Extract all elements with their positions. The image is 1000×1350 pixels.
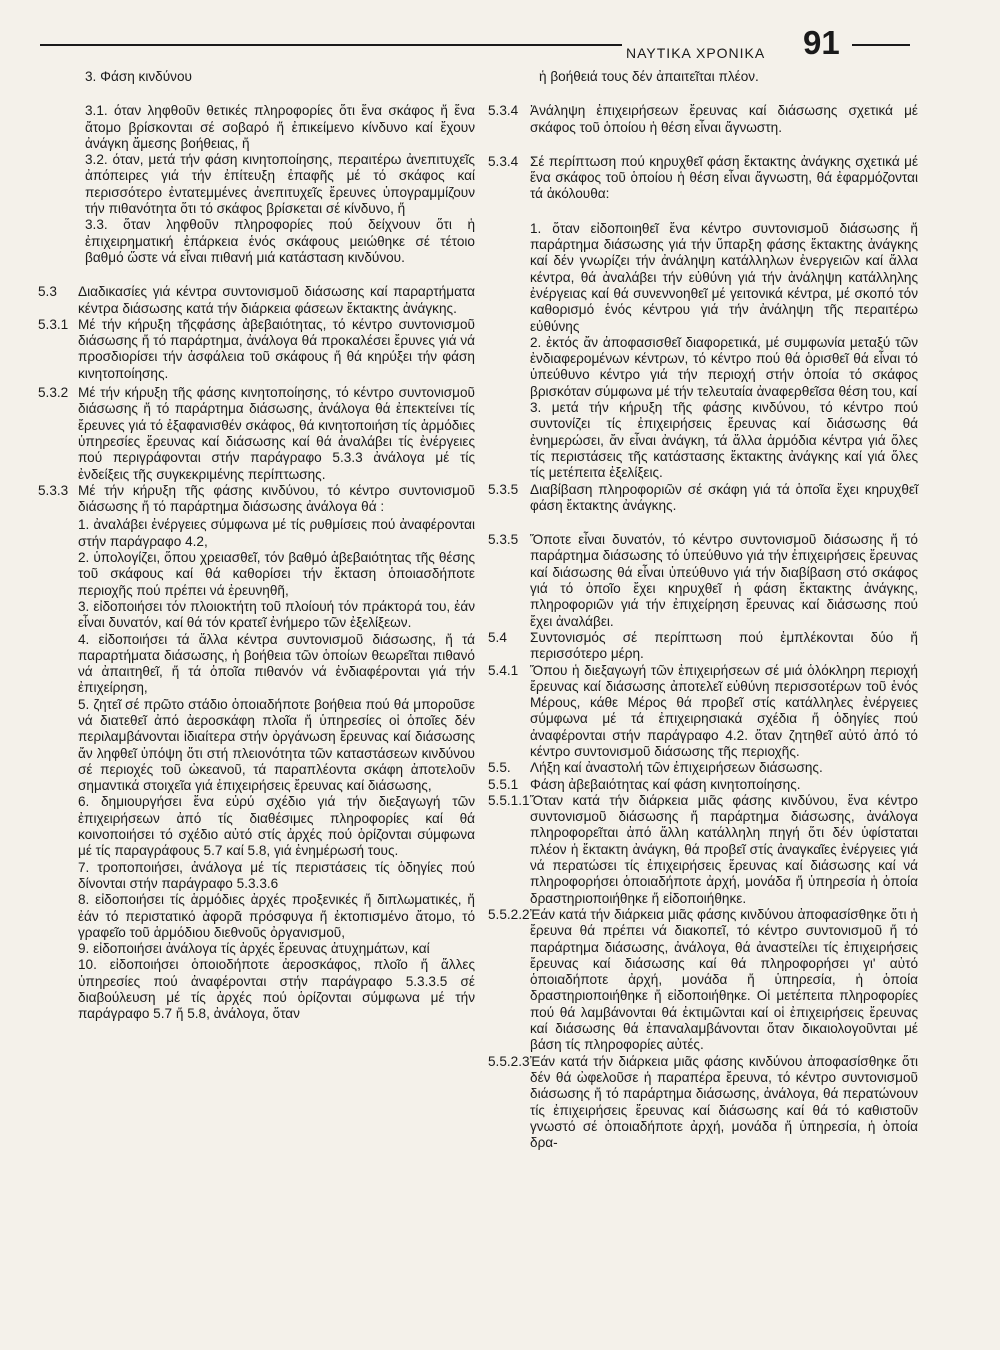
section-paragraph — [38, 385, 475, 483]
section-paragraph — [488, 630, 918, 663]
section-text: Σέ περίπτωση πού κηρυχθεῖ φάση ἔκτακτης ἀνάγκης σχετικά μέ ἕνα σκάφος τοῦ ὁποίου ἡ θέση εἶναι ἄγνωστη, θά ἐφαρμόζονται τά ἀκόλουθα: — [530, 153, 918, 202]
section-paragraph — [488, 760, 918, 776]
paragraph: 3.3. ὅταν ληφθοῦν πληροφορίες πού δείχνουν ὅτι ἡ ἐπιχειρηματική ἐπάρκεια ἑνός σκάφους μειώθηκε σέ τέτοιο βαθμό ὥστε νά εἶναι πιθανή μιά κατάσταση κινδύνου. — [85, 217, 475, 265]
section-number: 5.4.1 — [488, 662, 519, 678]
section-number: 5.3.4 — [488, 153, 519, 169]
section-number: 5.3.1 — [38, 316, 69, 332]
list-item: 4. εἰδοποιήσει τά ἄλλα κέντρα συντονισμοῦ διάσωσης, ἤ τά παραρτήματα διάσωσης, ἡ βοήθεια τῶν ὁποίων θεωρεῖται πιθανό νά ἀπαιτηθεῖ, ἤ τά ὁποῖα πιθανόν νά ἐνδιαφέρονται γιά τήν ἐπιχείρηση, — [78, 631, 475, 696]
section-text: Ὅπου ἡ διεξαγωγή τῶν ἐπιχειρήσεων σέ μιά ὁλόκληρη περιοχή ἔρευνας καί διάσωσης ἀποτελεῖ εὐθύνη περισσοτέρων τοῦ ἑνός Μέρους, κάθε Μέρος θά προβεῖ στίς κατάλληλες ἐνέργειες σύμφωνα μέ τά ἐπιχειρησιακά σχέδια ἤ ὁδηγίες πού ἀναφέρονται στήν παράγραφο 4.2. ὅταν ζητηθεῖ αὐτό ἀπό τό κέντρο συντονισμοῦ διάσωσης τῆς περιοχῆς. — [530, 662, 918, 759]
paragraph: ἡ βοήθειά τους δέν ἀπαιτεῖται πλέον. — [539, 69, 759, 84]
list-item: 10. εἰδοποιήσει ὁποιοδήποτε ἀεροσκάφος, πλοῖο ἤ ἄλλες ὑπηρεσίες πού ἀναφέρονται στήν παράγραφο 5.3.3.5 σέ διαβούλευση μέ τίς ἀρχές πού ὁρίζονται σύμφωνα μέ τήν παράγραφο 5.7 ἤ 5.8, ἀνάλογα, ὅταν — [78, 957, 475, 1022]
list-item: 3. εἰδοποιήσει τόν πλοιοκτήτη τοῦ πλοίουή τόν πράκτορά του, ἐάν εἶναι δυνατόν, καί θά τόν κρατεῖ ἐνήμερο τῶν ἐξελίξεων. — [78, 598, 475, 631]
section-number: 5.5.2.3 — [488, 1053, 530, 1069]
section-text: Ἐάν κατά τήν διάρκεια μιᾶς φάσης κινδύνου ἀποφασίσθηκε ὅτι ἡ ἔρευνα θά πρέπει νά διακοπεῖ, τό κέντρο συντονισμοῦ ἤ τό παράρτημα διάσωσης, ἀνάλογα, θά ἀναστείλει τίς ἐπιχειρήσεις ἔρευνας καί διάσωσης καί θά πληροφορήσει γι' αὐτό ὁποιαδήποτε ἀρχή, μονάδα ἤ ὑπηρεσία, ἡ ὁποία δραστηριοποιήθηκε ἤ εἰδοποιήθηκε. Οἱ μετέπειτα πληροφορίες πού θά λαμβάνονται θά ἐκτιμῶνται καί οἱ ἐπιχειρήσεις ἔρευνας καί διάσωσης θά ἐπαναλαμβάνονται ὅταν δικαιολογοῦνται μέ βάση τίς πληροφορίες αὐτές. — [530, 906, 918, 1053]
section-text: Λήξη καί ἀναστολή τῶν ἐπιχειρήσεων διάσωσης. — [530, 760, 823, 776]
header-rule-left — [40, 44, 622, 46]
section-paragraph — [488, 907, 918, 1054]
section-paragraph — [38, 317, 475, 382]
section-number: 5.3.5 — [488, 481, 519, 497]
section-paragraph — [488, 663, 918, 761]
section-number: 5.5.1 — [488, 776, 519, 792]
section-text: Ὅποτε εἶναι δυνατόν, τό κέντρο συντονισμοῦ διάσωσης ἤ τό παράρτημα διάσωσης τό ὑπεύθυνο γιά τήν ἐπιχειρήσεις ἔρευνας καί διάσωσης θά εἶναι ὑπεύθυνο γιά τήν διαβίβαση στό σκάφος γιά τό ὁποῖο ἔχει κηρυχθεῖ ἡ φάση ἔκτακτης ἀνάγκης, πληροφοριῶν γιά τήν ἐπιχείρηση ἔρευνας καί διάσωσης πού ἔχει ἀναλάβει. — [530, 532, 918, 629]
page-number: 91 — [803, 24, 840, 61]
section-number: 5.4 — [488, 629, 507, 645]
paragraph: 3.2. όταν, μετά τήν φάση κινητοποίησης, περαιτέρω ἀνεπιτυχεῖς ἀπόπειρες γιά τήν ἐπίτευξη ἐπαφῆς μέ τό σκάφος καί περισσότερο ἐντατεμμένες ἀνεπιτυχεῖς ἔρευνες ὑπογραμμίζουν τήν πιθανότητα ὅτι τό σκάφος βρίσκεται σέ κίνδυνο, ἤ — [85, 152, 475, 217]
list-item: 2. ὑπολογίζει, ὅπου χρειασθεῖ, τόν βαθμό ἀβεβαιότητας τῆς θέσης τοῦ σκάφους καί θά καθορίσει τήν ἔκταση ὁποιασδήποτε περιοχῆς πού πρέπει νά ἐρευνηθῆ, — [78, 550, 475, 598]
left-column — [38, 69, 475, 1023]
section-paragraph — [38, 483, 475, 516]
list-item: 9. εἰδοποιήσει ἀνάλογα τίς ἀρχές ἔρευνας ἀτυχημάτων, καί — [78, 941, 430, 957]
section-number: 5.5.2.2 — [488, 906, 530, 922]
list-item: 1. ἀναλάβει ἐνέργειες σύμφωνα μέ τίς ρυθμίσεις πού ἀναφέρονται στήν παράγραφο 4.2, — [78, 517, 475, 549]
section-text: Μέ τήν κήρυξη τῆς φάσης κινητοποίησης, τό κέντρο συντονισμοῦ διάσωσης ἤ τό παράρτημα διάσωσης, ἀνάλογα θά ἐπεκτείνει τίς ἔρευνες γιά τό ἐξαφανισθέν σκάφος, θά κινητοποιήση τίς ἁρμόδιες ὑπηρεσίες ἔρευνας καί διάσωσης καί θά ἀναλάβει τίς ἐνέργειες πού περιγράφονται στήν παράγραφο 5.3.3 ἀνάλογα μέ τίς ἐνδείξεις τῆς συγκεκριμένης περίπτωσης. — [78, 385, 475, 482]
list-item: 6. δημιουργήσει ἕνα εὐρύ σχέδιο γιά τήν διεξαγωγή τῶν ἐπιχειρήσεων ἀπό τίς διαθέσιμες πληροφορίες καί θά κοινοποιήσει τό σχέδιο αὐτό στίς ἀρχές πού ὁρίζονται σύμφωνα μέ τίς παραγράφους 5.7 καί 5.8, γιά ἐνημέρωσή τους. — [78, 794, 475, 859]
section-text: Διαβίβαση πληροφοριῶν σέ σκάφη γιά τά ὁποῖα ἔχει κηρυχθεῖ φάση ἔκτακτης ἀνάγκης. — [530, 481, 918, 513]
right-column — [488, 69, 918, 1151]
header-rule-right — [852, 44, 910, 46]
section-text: Συντονισμός σέ περίπτωση πού ἐμπλέκονται δύο ἤ περισσότερο μέρη. — [530, 629, 918, 662]
list-item: 3. μετά τήν κήρυξη τῆς φάσης κινδύνου, τό κέντρο πού συντονίζει τίς ἐπιχειρήσεις ἔρευνας καί διάσωσης θά ἐνημερώσει, ἄν εἶναι ἀνάγκη, τά ἄλλα ἁρμόδια κέντρα γιά ὅλες τίς περιστάσεις τῆς κατάστασης ἔκτακτης ἀνάγκης καί γιά ὅλες τίς μετέπειτα ἐξελίξεις. — [530, 400, 918, 481]
list-item: 5. ζητεῖ σέ πρῶτο στάδιο ὁποιαδήποτε βοήθεια πού θά μποροῦσε νά διατεθεῖ ἀπό ἀεροσκάφη πλοῖα ἤ ὑπηρεσίες οἱ ὁποῖες δέν περιλαμβάνονται ἰδιαίτερα στήν ὀργάνωση ἔρευνας καί διάσωσης ἄν ληφθεῖ ὑπόψη ὅτι στή πλειονότητα τῶν καταστάσεων κινδύνου σέ περιοχές τοῦ ὠκεανοῦ, τά παραπλέοντα σκάφη ἀποτελοῦν σημαντικά στοιχεῖα γιά ἐπιχειρήσεις ἔρευνας καί διάσωσης, — [78, 696, 475, 794]
section-number: 5.3 — [38, 284, 57, 300]
section-paragraph — [488, 154, 918, 203]
section-text: Διαδικασίες γιά κέντρα συντονισμοῦ διάσωσης καί παραρτήματα κέντρα διάσωσης κατά τήν διάρκεια φάσεων ἔκτακτης ἀνάγκης. — [78, 284, 475, 316]
section-text: Ἀνάληψη ἐπιχειρήσεων ἔρευνας καί διάσωσης σχετικά μέ σκάφος τοῦ ὁποίου ἡ θέση εἶναι ἄγνωστη. — [530, 103, 918, 135]
running-header-title: ΝΑΥΤΙΚΑ ΧΡΟΝΙΚΑ — [626, 45, 766, 61]
paragraph: 3. Φάση κινδύνου — [85, 69, 192, 84]
section-number: 5.5. — [488, 760, 511, 776]
section-paragraph — [488, 532, 918, 630]
list-item: 1. ὅταν εἰδοποιηθεῖ ἕνα κέντρο συντονισμοῦ διάσωσης ἤ παράρτημα διάσωσης γιά τήν ὕπαρξη φάσης ἔκτακτης ἀνάγκης καί δέν γνωρίζει τήν ἀνάληψη κατάλληλων ἐνεργειῶν καί ἄλλα κέντρα, θά ἀναλάβει τήν εὐθύνη γιά τήν ἀνάληψη κατάλληλης ἐνέργειας καί θά συνεννοηθεῖ μέ γειτονικά κέντρα, μέ σκοπό τόν καθορισμό ἑνός κέντρου γιά τήν ἀνάληψη τῆς περαιτέρω εὐθύνης — [530, 220, 918, 334]
section-paragraph — [488, 482, 918, 515]
section-number: 5.3.2 — [38, 385, 69, 401]
list-item: 2. ἐκτός ἄν ἀποφασισθεῖ διαφορετικά, μέ συμφωνία μεταξύ τῶν ἐνδιαφερομένων κέντρων, τό κέντρο πού θά ὁρισθεῖ θά εἶναι τό ὑπεύθυνο κέντρο γιά τήν περιοχή στήν ὁποία τό σκάφος βρισκόταν σύμφωνα μέ τήν τελευταία ἀναφερθεῖσα θέση του, καί — [530, 334, 918, 399]
section-paragraph — [38, 284, 475, 317]
section-text: Ὅταν κατά τήν διάρκεια μιᾶς φάσης κινδύνου, ἕνα κέντρο συντονισμοῦ διάσωσης ἤ παράρτημα διάσωσης, ἀνάλογα πληροφορεῖται ἀπό ἄλλη κατάλληλη πηγή ὅτι δέν ὑφίσταται πλέον ἡ ἔκτακτη ἀνάγκη, θά προβεῖ στίς ἀναγκαῖες ἐνέργειες γιά νά περατώσει τίς ἐπιχειρήσεις ἔρευνας καί διάσωσης καί νά πληροφορήσει ὁποιαδήποτε ἀρχή, μονάδα ἤ ὑπηρεσία ἡ ὁποία δραστηριοποιήθηκε ἤ εἰδοποιήθηκε. — [530, 792, 918, 906]
section-paragraph — [488, 1054, 918, 1152]
section-number: 5.5.1.1 — [488, 792, 530, 808]
section-number: 5.3.5 — [488, 532, 519, 548]
section-number: 5.3.4 — [488, 103, 519, 119]
section-text: Φάση ἀβεβαιότητας καί φάση κινητοποίησης. — [530, 776, 801, 792]
section-number: 5.3.3 — [38, 482, 69, 498]
section-text: Ἐάν κατά τήν διάρκεια μιᾶς φάσης κινδύνου ἀποφασίσθηκε ὅτι δέν θά ὠφελοῦσε ἡ παραπέρα ἔρευνα, τό κέντρο συντονισμοῦ διάσωσης ἤ τό παράρτημα διάσωσης, ἀνάλογα, θά περατώνουν τίς ἐπιχειρήσεις ἔρευνας καί διάσωσης καί θά τό καθιστοῦν γνωστό σέ ὁποιαδήποτε ἀρχή, μονάδα ἤ ὑπηρεσία, ἡ ὁποία δρα- — [530, 1053, 918, 1151]
list-item: 7. τροποποιήσει, ἀνάλογα μέ τίς περιστάσεις τίς ὁδηγίες πού δίνονται στήν παράγραφο 5.3.3.6 — [78, 859, 475, 891]
paragraph: 3.1. όταν ληφθοῦν θετικές πληροφορίες ὅτι ἕνα σκάφος ἤ ἕνα ἄτομο βρίσκονται σέ σοβαρό ἤ ἐπικείμενο κίνδυνο καί ἔχουν ἀνάγκη ἄμεσης βοήθειας, ἤ — [85, 103, 475, 151]
section-text: Μέ τήν κήρυξη τῆς φάσης κινδύνου, τό κέντρο συντονισμοῦ διάσωσης ἤ τό παράρτημα διάσωσης ἀνάλογα θά : — [78, 482, 475, 515]
list-item: 8. εἰδοποιήσει τίς ἁρμόδιες ἀρχές προξενικές ἤ διπλωματικές, ἤ ἐάν τό περιστατικό ἀφορᾶ πρόσφυγα ἤ ἐκτοπισμένο ἄτομο, τό γραφεῖο τοῦ ἁρμόδιου διεθνοῦς ὀργανισμοῦ, — [78, 892, 475, 940]
section-paragraph — [488, 103, 918, 136]
section-text: Μέ τήν κήρυξη τῆςφάσης ἀβεβαιότητας, τό κέντρο συντονισμοῦ διάσωσης ἤ τό παράρτημα, ἀνάλογα θά προκαλέσει ἔρυνες γιά νά προσδιορίσει τήν ἀσφάλεια τοῦ σκάφους ἤ θά κηρύξει τήν φάση κινητοποίησης. — [78, 316, 475, 381]
section-paragraph — [488, 793, 918, 907]
section-paragraph — [488, 777, 918, 793]
